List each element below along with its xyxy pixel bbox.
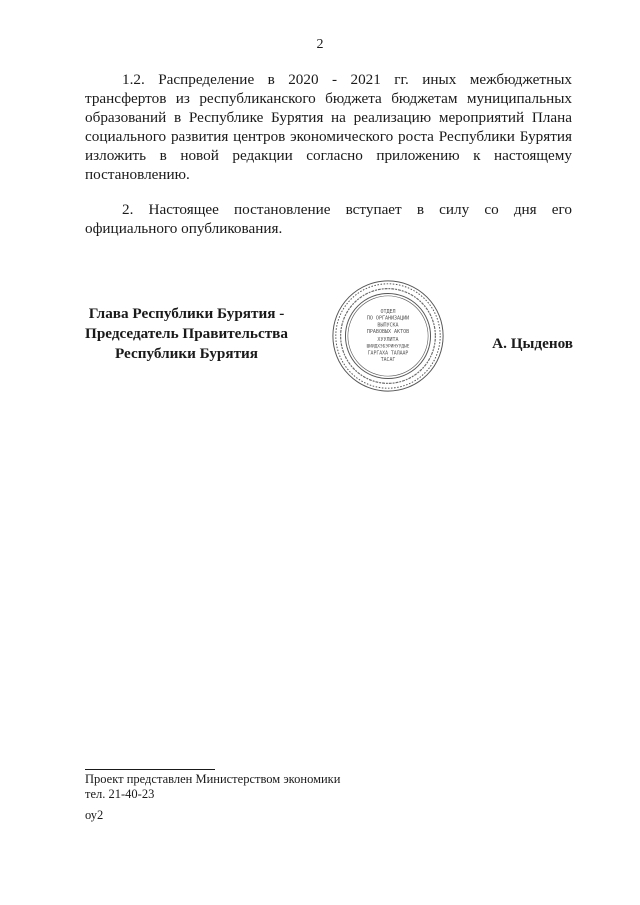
signatory-name: А. Цыденов xyxy=(492,335,573,352)
footnote-divider xyxy=(85,769,215,770)
stamp-text-line: ГАРГАХА ТАЛААР xyxy=(367,351,409,357)
footnote xyxy=(85,772,340,802)
signatory-title-line: Председатель Правительства xyxy=(85,325,288,342)
document-body xyxy=(85,70,572,238)
signatory-title xyxy=(85,304,288,364)
paragraph-2: 2. Настоящее постановление вступает в силу со дня его официального опубликования. xyxy=(85,201,572,237)
stamp-text-line: ОТДЕЛ xyxy=(380,308,396,315)
stamp-text-line: ПО ОРГАНИЗАЦИИ xyxy=(366,315,410,322)
signatory-title-line: Глава Республики Бурятия - xyxy=(88,305,285,322)
signatory-title-line: Республики Бурятия xyxy=(114,345,259,362)
footnote-line: тел. 21-40-23 xyxy=(85,787,155,801)
stamp-text-line: ШИИДХЭБЭРИНУУДЫЕ xyxy=(366,344,410,350)
page-number: 2 xyxy=(316,37,324,52)
document-code: оу2 xyxy=(85,808,104,822)
stamp-text-line: ВЫПУСКА xyxy=(377,322,399,329)
footnote-line: Проект представлен Министерством экономики xyxy=(85,772,341,786)
stamp-text-line: ПРАВОВЫХ АКТОВ xyxy=(366,329,410,336)
paragraph-1-2: 1.2. Распределение в 2020 - 2021 гг. иных межбюджетных трансфертов из республиканского бюджета бюджетам муниципальных образований в Республике Бурятия на реализацию мероприятий Плана социального развития центров экономического роста Республики Бурятия изложить в новой редакции согласно приложению к настоящему постановлению. xyxy=(85,71,572,183)
official-seal-stamp xyxy=(330,278,446,394)
stamp-text-line: ТАСАГ xyxy=(380,358,396,364)
stamp-text-line: ХУУЛИТА xyxy=(377,336,399,343)
